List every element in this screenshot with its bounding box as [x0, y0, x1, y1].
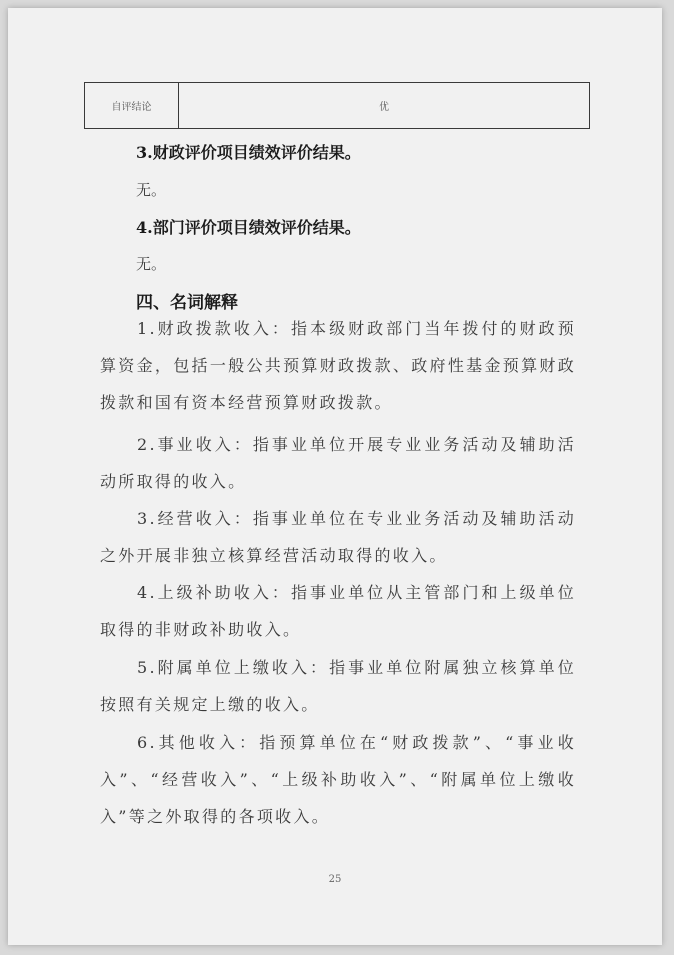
self-evaluation-table: [84, 82, 590, 129]
definition-paragraph: 5.附属单位上缴收入：指事业单位附属独立核算单位按照有关规定上缴的收入。: [100, 658, 576, 714]
page-number: 25: [328, 874, 342, 885]
definition-paragraph: 4.上级补助收入：指事业单位从主管部门和上级单位取得的非财政补助收入。: [100, 583, 576, 639]
table-row: [85, 83, 590, 129]
heading-4-text: 无。: [136, 255, 167, 273]
heading-3-text: 无。: [136, 181, 167, 199]
self-evaluation-value: 优: [179, 83, 590, 129]
definition-paragraph: 1.财政拨款收入：指本级财政部门当年拨付的财政预算资金，包括一般公共预算财政拨款、政府性基金预算财政拨款和国有资本经营预算财政拨款。: [100, 319, 576, 412]
heading-4: 4.部门评价项目绩效评价结果。: [136, 218, 361, 237]
definition-paragraph: 2.事业收入：指事业单位开展专业业务活动及辅助活动所取得的收入。: [100, 435, 576, 491]
definition-paragraph: 3.经营收入：指事业单位在专业业务活动及辅助活动之外开展非独立核算经营活动取得的收入。: [100, 509, 576, 565]
definition-paragraph: 6.其他收入：指预算单位在“财政拨款”、“事业收入”、“经营收入”、“上级补助收入”、“附属单位上缴收入”等之外取得的各项收入。: [100, 733, 576, 826]
document-page: [8, 8, 662, 945]
self-evaluation-label: 自评结论: [85, 83, 179, 129]
section-title: 四、名词解释: [136, 293, 238, 313]
heading-3: 3.财政评价项目绩效评价结果。: [136, 143, 361, 162]
